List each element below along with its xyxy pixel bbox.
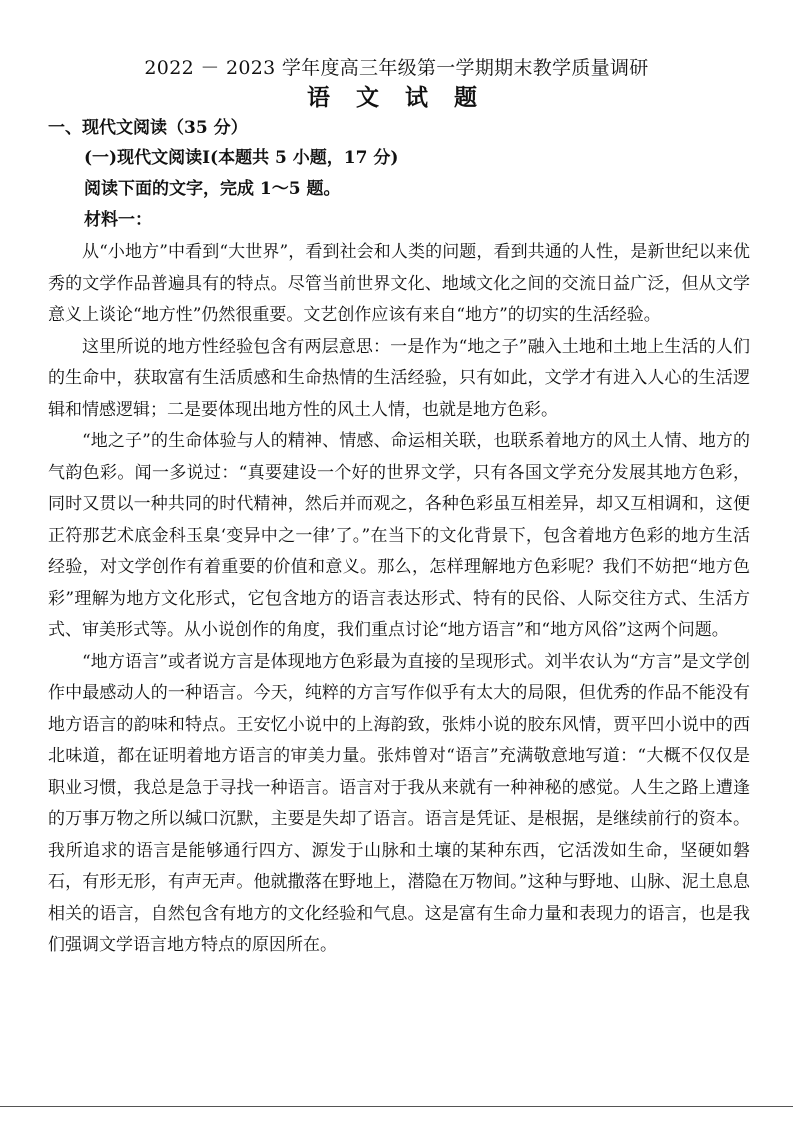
- exam-title: 语 文 试 题: [306, 84, 487, 111]
- material-label: 材料一：: [84, 210, 152, 230]
- passage-paragraph-1: 从“小地方”中看到“大世界”，看到社会和人类的问题，看到共通的人性，是新世纪以来优秀的文学作品普遍具有的特点。尽管当前世界文化、地域文化之间的交流日益广泛，但从文学意义上谈论“地方性”仍然很重要。文艺创作应该有来自“地方”的切实的生活经验。: [48, 242, 750, 325]
- passage-body: [48, 237, 750, 962]
- passage-paragraph-4: “地方语言”或者说方言是体现地方色彩最为直接的呈现形式。刘半农认为“方言”是文学创作中最感动人的一种语言。今天，纯粹的方言写作似乎有太大的局限，但优秀的作品不能没有地方语言的韵味和特点。王安忆小说中的上海韵致，张炜小说的胶东风情，贾平凹小说中的西北味道，都在证明着地方语言的审美力量。张炜曾对“语言”充满敬意地写道：“大概不仅仅是职业习惯，我总是急于寻找一种语言。语言对于我从来就有一种神秘的感觉。人生之路上遭逢的万事万物之所以缄口沉默，主要是失却了语言。语言是凭证、是根据，是继续前行的资本。我所追求的语言是能够通行四方、源发于山脉和土壤的某种东西，它活泼如生命，坚硬如磐石，有形无形，有声无声。他就撒落在野地上，潜隐在万物间。”这种与野地、山脉、泥土息息相关的语言，自然包含有地方的文化经验和气息。这是富有生命力量和表现力的语言，也是我们强调文学语言地方特点的原因所在。: [48, 651, 750, 955]
- reading-instruction: 阅读下面的文字，完成 1～5 题。: [84, 179, 341, 199]
- passage-paragraph-2: 这里所说的地方性经验包含有两层意思：一是作为“地之子”融入土地和土地上生活的人们的生命中，获取富有生活质感和生命热情的生活经验，只有如此，文学才有进入人心的生活逻辑和情感逻辑；二是要体现出地方性的风土人情，也就是地方色彩。: [48, 336, 750, 420]
- page-bottom-rule: [0, 1106, 793, 1107]
- section-subheading: (一)现代文阅读Ⅰ(本题共 5 小题，17 分): [84, 148, 399, 168]
- passage-paragraph-3: “地之子”的生命体验与人的精神、情感、命运相关联，也联系着地方的风土人情、地方的气韵色彩。闻一多说过：“真要建设一个好的世界文学，只有各国文学充分发展其地方色彩，同时又贯以一种共同的时代精神，然后并而观之，各种色彩虽互相差异，却又互相调和，这便正符那艺术底金科玉臬‘变异中之一律’了。”在当下的文化背景下，包含着地方色彩的地方生活经验，对文学创作有着重要的价值和意义。那么，怎样理解地方色彩呢？我们不妨把“地方色彩”理解为地方文化形式，它包含地方的语言表达形式、特有的民俗、人际交往方式、生活方式、审美形式等。从小说创作的角度，我们重点讨论“地方语言”和“地方风俗”这两个问题。: [48, 431, 750, 640]
- exam-header: 2022 － 2023 学年度高三年级第一学期期末教学质量调研: [144, 57, 649, 79]
- section-heading: 一、现代文阅读（35 分）: [48, 118, 248, 138]
